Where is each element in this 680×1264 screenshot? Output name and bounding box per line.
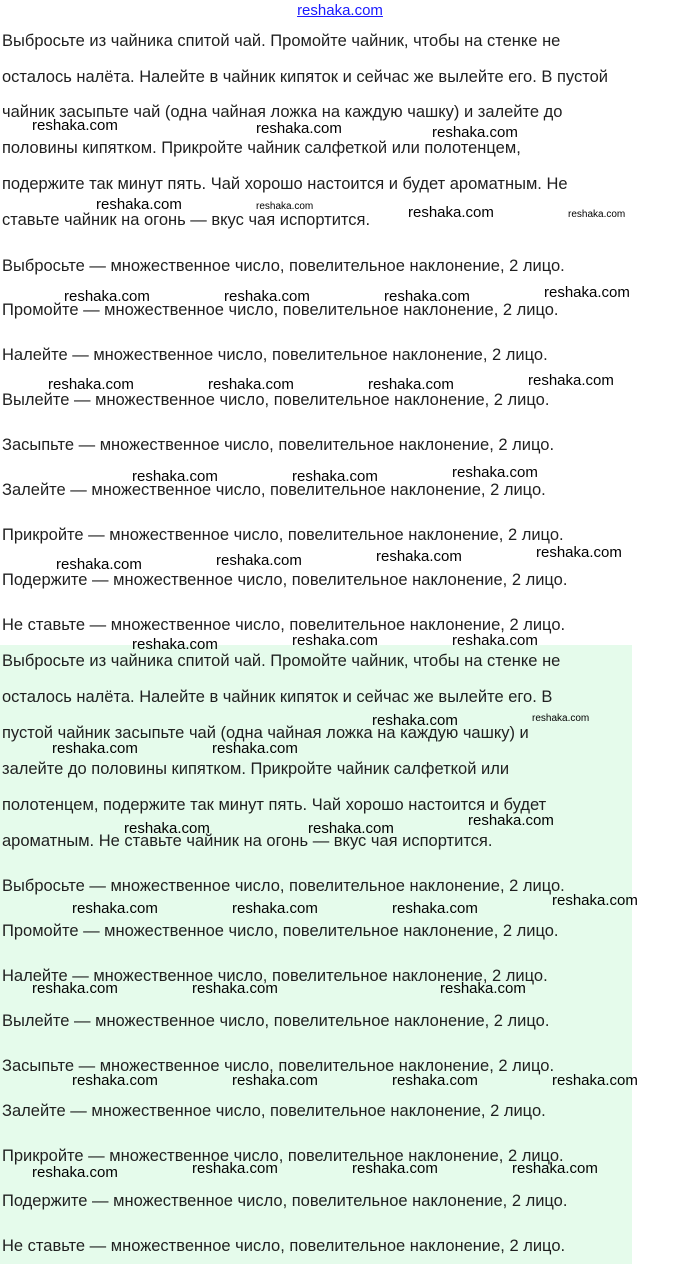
analysis-line: Промойте — множественное число, повелительное наклонение, 2 лицо.: [2, 301, 559, 319]
analysis-line: Засыпьте — множественное число, повелительное наклонение, 2 лицо.: [2, 436, 555, 454]
watermark: reshaka.com: [72, 900, 158, 917]
site-header-link[interactable]: reshaka.com: [297, 2, 383, 19]
analysis-line: Выбросьте — множественное число, повелительное наклонение, 2 лицо.: [2, 257, 565, 275]
watermark: reshaka.com: [528, 372, 614, 389]
watermark: reshaka.com: [432, 124, 518, 141]
paragraph-line: осталось налёта. Налейте в чайник кипяток и сейчас же вылейте его. В пустой: [2, 68, 608, 86]
watermark: reshaka.com: [208, 376, 294, 393]
watermark: reshaka.com: [48, 376, 134, 393]
watermark: reshaka.com: [408, 204, 494, 221]
analysis-line: Не ставьте — множественное число, повелительное наклонение, 2 лицо.: [2, 616, 566, 634]
analysis-line: Залейте — множественное число, повелительное наклонение, 2 лицо.: [2, 481, 546, 499]
watermark: reshaka.com: [192, 1160, 278, 1177]
watermark: reshaka.com: [256, 120, 342, 137]
watermark: reshaka.com: [372, 712, 458, 729]
paragraph-line: пустой чайник засыпьте чай (одна чайная ложка на каждую чашку) и: [2, 724, 529, 742]
watermark: reshaka.com: [552, 892, 638, 909]
watermark: reshaka.com: [56, 556, 142, 573]
analysis-line: Выбросьте — множественное число, повелительное наклонение, 2 лицо.: [2, 877, 565, 895]
analysis-line: Не ставьте — множественное число, повелительное наклонение, 2 лицо.: [2, 1237, 566, 1255]
watermark: reshaka.com: [392, 1072, 478, 1089]
watermark: reshaka.com: [308, 820, 394, 837]
watermark: reshaka.com: [124, 820, 210, 837]
analysis-line: Вылейте — множественное число, повелительное наклонение, 2 лицо.: [2, 391, 550, 409]
analysis-line: Подержите — множественное число, повелительное наклонение, 2 лицо.: [2, 571, 568, 589]
watermark: reshaka.com: [32, 1164, 118, 1181]
watermark: reshaka.com: [452, 464, 538, 481]
paragraph-line: подержите так минут пять. Чай хорошо настоится и будет ароматным. Не: [2, 175, 568, 193]
paragraph-line: полотенцем, подержите так минут пять. Чай хорошо настоится и будет: [2, 796, 547, 814]
watermark: reshaka.com: [192, 980, 278, 997]
analysis-line: Налейте — множественное число, повелительное наклонение, 2 лицо.: [2, 967, 548, 985]
watermark: reshaka.com: [52, 740, 138, 757]
analysis-line: Прикройте — множественное число, повелительное наклонение, 2 лицо.: [2, 1147, 564, 1165]
watermark: reshaka.com: [368, 376, 454, 393]
analysis-line: Засыпьте — множественное число, повелительное наклонение, 2 лицо.: [2, 1057, 555, 1075]
watermark: reshaka.com: [392, 900, 478, 917]
paragraph-line: ароматным. Не ставьте чайник на огонь — вкус чая испортится.: [2, 832, 493, 850]
paragraph-line: чайник засыпьте чай (одна чайная ложка на каждую чашку) и залейте до: [2, 103, 563, 121]
paragraph-line: Выбросьте из чайника спитой чай. Промойте чайник, чтобы на стенке не: [2, 32, 561, 50]
watermark: reshaka.com: [376, 548, 462, 565]
watermark: reshaka.com: [440, 980, 526, 997]
watermark: reshaka.com: [452, 632, 538, 649]
watermark: reshaka.com: [468, 812, 554, 829]
watermark: reshaka.com: [216, 552, 302, 569]
watermark: reshaka.com: [532, 713, 590, 724]
analysis-line: Налейте — множественное число, повелительное наклонение, 2 лицо.: [2, 346, 548, 364]
paragraph-line: залейте до половины кипятком. Прикройте чайник салфеткой или: [2, 760, 510, 778]
watermark: reshaka.com: [384, 288, 470, 305]
watermark: reshaka.com: [64, 288, 150, 305]
paragraph-line: осталось налёта. Налейте в чайник кипяток и сейчас же вылейте его. В: [2, 688, 553, 706]
watermark: reshaka.com: [568, 209, 626, 220]
watermark: reshaka.com: [72, 1072, 158, 1089]
watermark: reshaka.com: [132, 636, 218, 653]
watermark: reshaka.com: [232, 900, 318, 917]
watermark: reshaka.com: [212, 740, 298, 757]
watermark: reshaka.com: [256, 201, 314, 212]
watermark: reshaka.com: [352, 1160, 438, 1177]
watermark: reshaka.com: [536, 544, 622, 561]
watermark: reshaka.com: [32, 980, 118, 997]
watermark: reshaka.com: [232, 1072, 318, 1089]
watermark: reshaka.com: [224, 288, 310, 305]
analysis-line: Прикройте — множественное число, повелительное наклонение, 2 лицо.: [2, 526, 564, 544]
paragraph-line: ставьте чайник на огонь — вкус чая испортится.: [2, 211, 371, 229]
analysis-line: Подержите — множественное число, повелительное наклонение, 2 лицо.: [2, 1192, 568, 1210]
watermark: reshaka.com: [132, 468, 218, 485]
analysis-line: Промойте — множественное число, повелительное наклонение, 2 лицо.: [2, 922, 559, 940]
watermark: reshaka.com: [544, 284, 630, 301]
watermark: reshaka.com: [32, 117, 118, 134]
watermark: reshaka.com: [292, 468, 378, 485]
watermark: reshaka.com: [512, 1160, 598, 1177]
watermark: reshaka.com: [96, 196, 182, 213]
paragraph-line: Выбросьте из чайника спитой чай. Промойте чайник, чтобы на стенке не: [2, 652, 561, 670]
watermark: reshaka.com: [552, 1072, 638, 1089]
analysis-line: Вылейте — множественное число, повелительное наклонение, 2 лицо.: [2, 1012, 550, 1030]
watermark: reshaka.com: [292, 632, 378, 649]
paragraph-line: половины кипятком. Прикройте чайник салфеткой или полотенцем,: [2, 139, 521, 157]
analysis-line: Залейте — множественное число, повелительное наклонение, 2 лицо.: [2, 1102, 546, 1120]
